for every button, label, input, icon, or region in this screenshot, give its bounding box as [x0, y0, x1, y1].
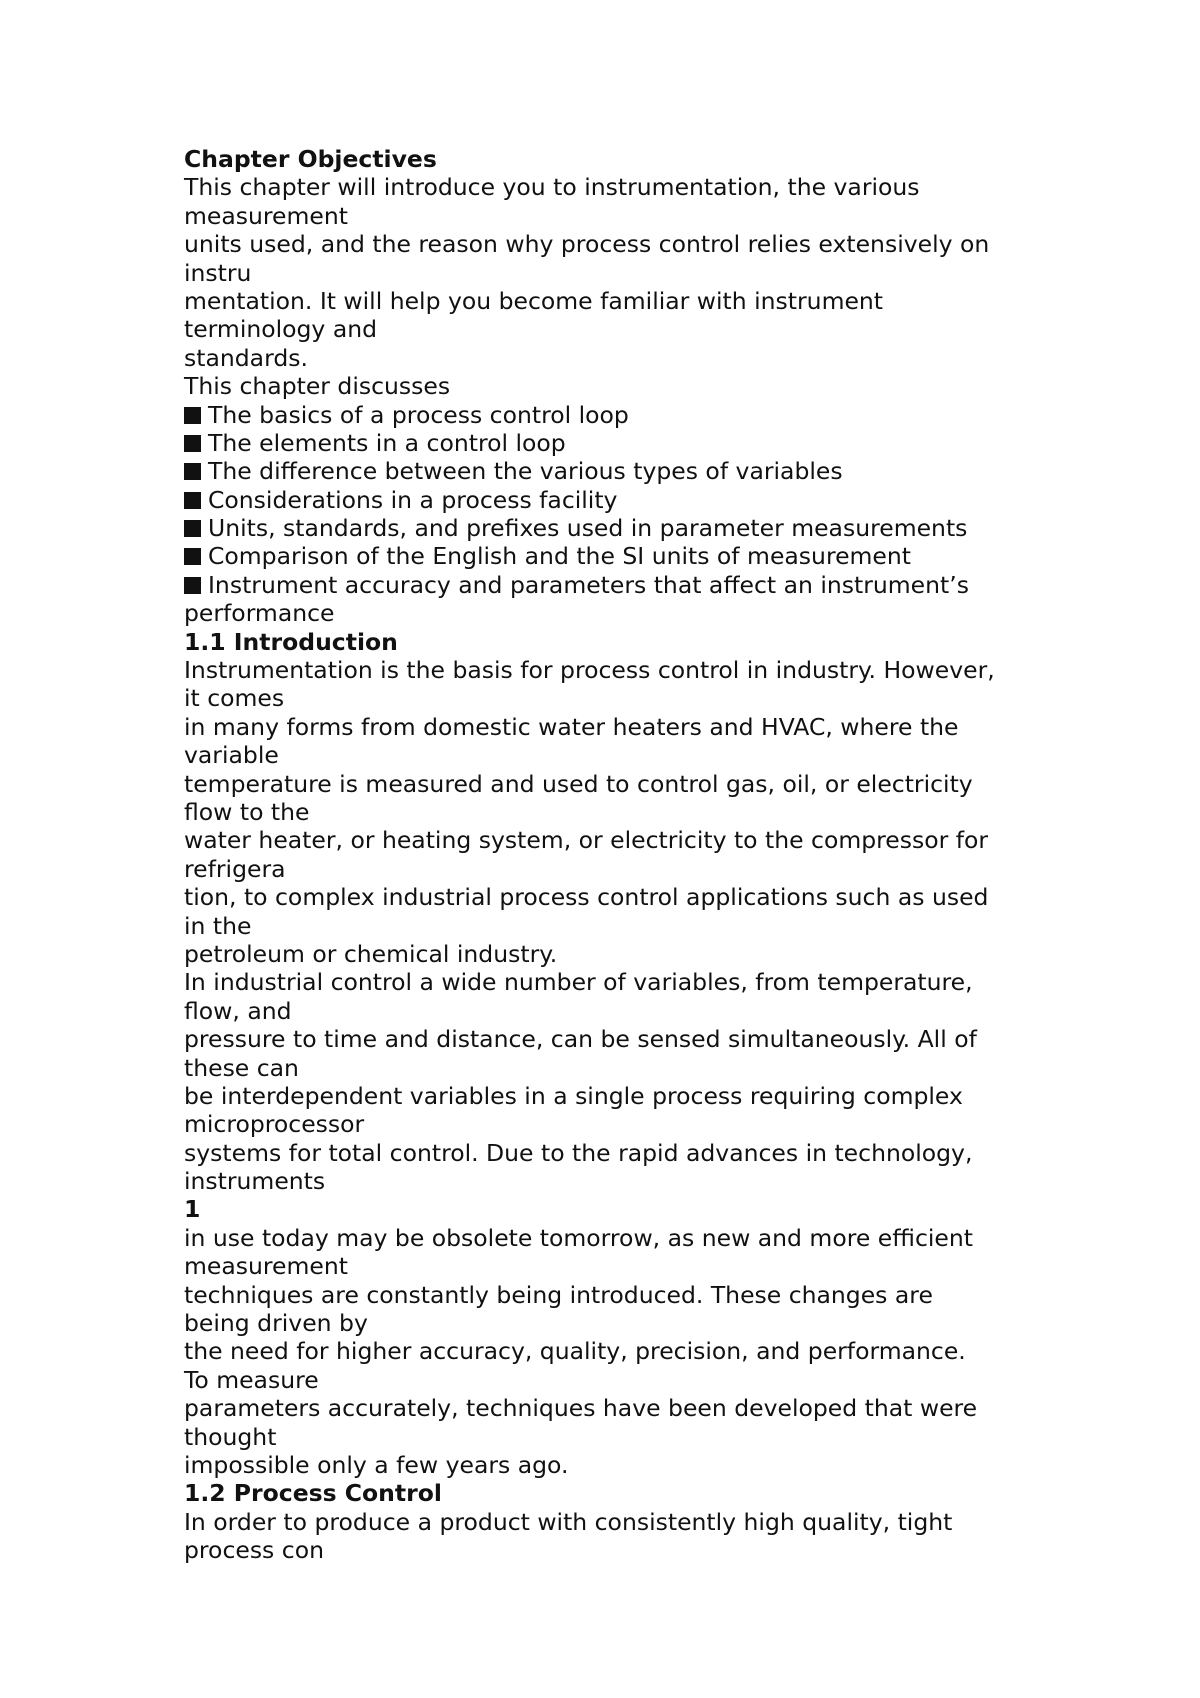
text-line: thought [184, 1422, 277, 1451]
text-line: techniques are constantly being introduced. These changes are [184, 1280, 933, 1309]
text-line: microprocessor [184, 1110, 365, 1139]
square-bullet-icon [184, 492, 201, 509]
process-control-paragraph [184, 1508, 1064, 1565]
text-line: pressure to time and distance, can be sensed simultaneously. All of [184, 1025, 977, 1054]
text-line: the need for higher accuracy, quality, precision, and performance. [184, 1337, 966, 1366]
document-page [184, 145, 1064, 1565]
text-line: in the [184, 911, 252, 940]
text-line: measurement [184, 1252, 348, 1281]
text-line: This chapter will introduce you to instrumentation, the various [184, 173, 920, 202]
bullet-item [184, 571, 1064, 599]
text-line: in use today may be obsolete tomorrow, as new and more efficient [184, 1223, 973, 1252]
text-line: flow, and [184, 996, 292, 1025]
text-line: In industrial control a wide number of variables, from temperature, [184, 968, 973, 997]
text-line: impossible only a few years ago. [184, 1450, 569, 1479]
text-line: process con [184, 1536, 324, 1565]
text-line: be interdependent variables in a single process requiring complex [184, 1081, 963, 1110]
text-line: tion, to complex industrial process control applications such as used [184, 883, 989, 912]
chapter-objectives-heading: Chapter Objectives [184, 145, 437, 173]
page-number: 1 [184, 1195, 201, 1224]
objectives-bullet-list [184, 401, 1064, 628]
square-bullet-icon [184, 548, 201, 565]
text-line: it comes [184, 684, 285, 713]
square-bullet-icon [184, 435, 201, 452]
objectives-intro [184, 173, 1064, 372]
text-line: units used, and the reason why process control relies extensively on [184, 230, 990, 259]
text-line: these can [184, 1053, 299, 1082]
text-line: water heater, or heating system, or electricity to the compressor for [184, 826, 989, 855]
text-line: In order to produce a product with consistently high quality, tight [184, 1507, 953, 1536]
discusses-label: This chapter discusses [184, 372, 451, 401]
bullet-item [184, 486, 1064, 514]
text-line: mentation. It will help you become familiar with instrument [184, 286, 884, 315]
bullet-text: The elements in a control loop [208, 428, 566, 457]
section-heading-process-control: 1.2 Process Control [184, 1479, 442, 1508]
bullet-text: Instrument accuracy and parameters that affect an instrument’s [208, 570, 969, 599]
text-line: standards. [184, 343, 308, 372]
bullet-continuation: performance [184, 599, 335, 628]
square-bullet-icon [184, 463, 201, 480]
text-line: instru [184, 258, 252, 287]
text-line: To measure [184, 1365, 319, 1394]
text-line: in many forms from domestic water heaters and HVAC, where the [184, 712, 959, 741]
bullet-text: The basics of a process control loop [208, 400, 629, 429]
text-line: Instrumentation is the basis for process control in industry. However, [184, 656, 995, 685]
text-line: temperature is measured and used to control gas, oil, or electricity [184, 769, 973, 798]
bullet-item [184, 401, 1064, 429]
square-bullet-icon [184, 520, 201, 537]
text-line: parameters accurately, techniques have been developed that were [184, 1394, 978, 1423]
bullet-text: The difference between the various types of variables [208, 457, 843, 486]
text-line: measurement [184, 201, 348, 230]
section-heading-introduction: 1.1 Introduction [184, 627, 398, 656]
text-line: being driven by [184, 1309, 368, 1338]
text-line: petroleum or chemical industry. [184, 939, 558, 968]
bullet-text: Considerations in a process facility [208, 485, 618, 514]
text-line: variable [184, 741, 279, 770]
bullet-item [184, 429, 1064, 457]
square-bullet-icon [184, 407, 201, 424]
bullet-text: Comparison of the English and the SI units of measurement [208, 542, 912, 571]
square-bullet-icon [184, 577, 201, 594]
text-line: systems for total control. Due to the rapid advances in technology, [184, 1138, 973, 1167]
bullet-text: Units, standards, and prefixes used in parameter measurements [208, 514, 968, 543]
bullet-item [184, 542, 1064, 570]
text-line: refrigera [184, 854, 286, 883]
text-line: terminology and [184, 315, 378, 344]
text-line: flow to the [184, 797, 310, 826]
bullet-item [184, 514, 1064, 542]
text-line: instruments [184, 1167, 326, 1196]
bullet-item [184, 457, 1064, 485]
introduction-paragraphs [184, 656, 1064, 1479]
